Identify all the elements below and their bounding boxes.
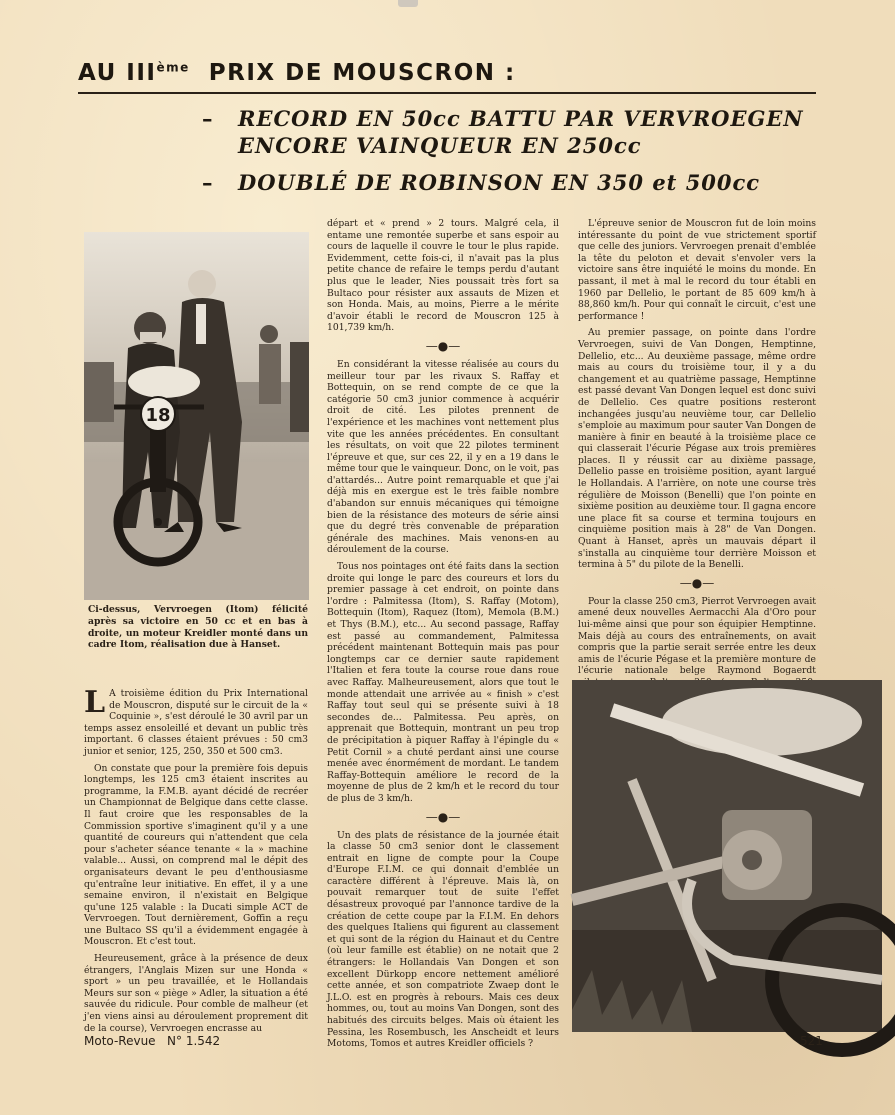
col3-paragraph-2: Au premier passage, on pointe dans l'ordre Vervroegen, suivi de Van Dongen, Hemptinne, Dellelio, etc... Au deuxième passage, même ordre mais au cours du troisième tour, il y a du changement et au quatrième passage, Hemptinne est passé devant Van Dongen lequel est donc suivi de Dellelio. Ces quatre positions resteront inchangées jusqu'au neuvième tour, car Dellelio s'emploie au maximum pour sauter Van Dongen de manière à finir en beauté à la troisième place ce qui classerait l'écurie Pégase aux trois premières places. Il y réussit car au dixième passage, Dellelio passe en troisième position, ayant largué le Hollandais. A l'arrière, on note une course très régulière de Moisson (Benelli) que l'on pointe en sixième position au deuxième tour. Il gagna encore une place fit sa course et termina toujours en cinquième position mais à 28" de Van Dongen. Quant à Hanset, après un mauvais départ il s'installa au cinquième tour derrière Moisson et termina à 5" du pilote de la Benelli. [578,327,816,571]
col2-paragraph-3: Tous nos pointages ont été faits dans la section droite qui longe le parc des coureurs et lors du premier passage à cet endroit, on pointe dans l'ordre : Palmitessa (Itom), S. Raffay (Motom), Bottequin (Itom), Raquez (Itom), Memola (B.M.) et Thys (B.M.), etc... Au second passage, Raffay est passé au commandement, Palmitessa précédent maintenant Bottequin mais pas pour longtemps car ce dernier saute rapidement l'Italien et fera toute la course roue dans roue avec Raffay. Malheureusement, alors que tout le monde attendait une arrivée au « finish » c'est Raffay tout seul qui se présente suivi à 18 secondes de... Palmitessa. Peu après, on apprenait que Bottequin, montrant un peu trop de précipitation à piquer Raffay à l'épingle du « Petit Cornil » a chuté perdant ainsi une course menée avec énormément de mordant. Le tandem Raffay-Bottequin améliore le record de la moyenne de plus de 2 km/h et le record du tour de plus de 3 km/h. [327,561,559,804]
photo-caption [88,604,308,651]
headline-prefix: AU III [78,60,157,86]
binder-tab [398,0,418,7]
subhead-1 [202,106,804,131]
section-separator: —●— [679,575,715,590]
article-column-3 [578,218,816,680]
col1-paragraph-1 [84,685,308,758]
plate-number: 18 [145,405,171,426]
article-column-1 [84,685,308,1034]
dropcap: L [84,685,106,720]
subhead-2-text: ENCORE VAINQUEUR EN 250cc [238,133,642,158]
col2-paragraph-4: Un des plats de résistance de la journée était la classe 50 cm3 senior dont le classement entrait en ligne de compte pour la Coupe d'Europe F.I.M. ce qui donnait d'emblée un caractère différent à l'épreuve. Mais là, on pouvait remarquer tout de suite l'effet désastreux provoqué par l'annonce tardive de la création de cette coupe par la F.I.M. En dehors des quelques Italiens qui figurent au classement et qui sont de la région du Hainaut et du Centre (où leur famille est établie) on ne notait que 2 étrangers: le Hollandais Van Dongen et son excellent Dürkopp encore nettement amélioré cette année, et son compatriote Zwaep dont le J.L.O. est en progrès à rebours. Mais ces deux hommes, ou, tout au moins Van Dongen, sont des habitués des circuits belges. Mais où étaient les Pessina, les Rosembusch, les Anscheidt et leurs Motoms, Tomos et autres Kreidler officiels ? [327,829,559,1050]
subhead-dash: – [202,106,214,131]
headline-rule [78,92,816,94]
subhead-dash: – [202,170,214,195]
subhead-3-text: DOUBLÉ DE ROBINSON EN 350 et 500cc [238,170,761,195]
section-separator: —●— [425,809,461,824]
col3-paragraph-1: L'épreuve senior de Mouscron fut de loin moins intéressante du point de vue strictement sportif que celle des juniors. Vervroegen prenait d'emblée la tête du peloton et devait s'envoler vers la victoire sans être inquiété le moins du monde. En passant, il met à mal le record du tour établi en 1960 par Dellelio, le portant de 85 609 km/h à 88,860 km/h. Pour qui connaît le circuit, c'est une performance ! [578,218,816,322]
article-column-2 [327,218,559,1050]
subhead-1-text: RECORD EN 50cc BATTU PAR VERVROEGEN [238,106,804,131]
col1-paragraph-2: On constate que pour la première fois depuis longtemps, les 125 cm3 étaient inscrites au programme, la F.M.B. ayant décidé de recréer un Championnat de Belgique dans cette classe. Il faut croire que les responsables de la Commission sportive s'imaginent qu'il y a une quantité de coureurs qui n'attendent que cela pour s'acheter séance tenante « la » machine valable... Aussi, on comprend mal le dépit des organisateurs devant le peu d'enthousiasme qu'entraîne leur initiative. En effet, il y a une semaine environ, il n'existait en Belgique qu'une 125 valable : la Ducati simple ACT de Vervroegen. Tout dernièrement, Goffin a reçu une Bultaco SS qu'il a évidemment engagée à Mouscron. Et c'est tout. [84,762,308,948]
issue-number: N° 1.542 [167,1034,221,1048]
section-separator: —●— [425,338,461,353]
photo-vervroegen-victory-illustration [84,232,309,600]
magazine-name: Moto-Revue [84,1034,156,1048]
photo-kreidler-engine-illustration [572,680,882,1032]
caption-text: Ci-dessus, Vervroegen (Itom) félicité après sa victoire en 50 cc et en bas à droite, un moteur Kreidler monté dans un cadre Itom, réalisation due à Hanset. [88,604,308,651]
col1-paragraph-1-text: A troisième édition du Prix International de Mouscron, disputé sur le circuit de la « Coquinie », s'est déroulé le 30 avril par un temps assez ensoleillé et devant un public très important. 6 classes étaient prévues : 50 cm3 junior et senior, 125, 250, 350 et 500 cm3. [84,688,308,757]
col2-paragraph-1: départ et « prend » 2 tours. Malgré cela, il entame une remontée superbe et sans espoir au cours de laquelle il couvre le tour le plus rapide. Evidemment, cette fois-ci, il n'avait pas la plus petite chance de refaire le temps perdu d'autant plus que le leader, Nies poussait très fort sa Bultaco pour résister aux assauts de Mizen et son Honda. Mais, au moins, Pierre a le mérite d'avoir établi le record de Mouscron 125 à 101,739 km/h. [327,218,559,334]
col3-paragraph-3: Pour la classe 250 cm3, Pierrot Vervroegen avait amené deux nouvelles Aermacchi Ala d'Oro pour lui-même ainsi que pour son équipier Hemptinne. Mais déjà au cours des entraînements, on avait compris que la partie serait serrée entre les deux amis de l'écurie Pégase et la première monture de l'écurie nationale belge Raymond Bogaerdt [578,595,816,677]
headline [78,60,516,86]
page-number: 521 [800,1034,823,1048]
magazine-footer [84,1034,220,1048]
headline-rest: PRIX DE MOUSCRON : [208,60,516,86]
photo-kreidler-engine [572,680,882,1032]
subhead-3 [202,170,761,195]
col2-paragraph-2: En considérant la vitesse réalisée au cours du meilleur tour par les rivaux S. Raffay et Bottequin, on se rend compte de ce que la catégorie 50 cm3 junior commence à acquérir droit de cité. Les pilotes prennent de l'expérience et les machines vont nettement plus vite que les années précédentes. En consultant les résultats, on voit que 22 pilotes terminent l'épreuve et que, sur ces 22, il y en a 19 dans le même tour que le vainqueur. Donc, on le voit, pas d'attardés... Autre point remarquable et que j'ai déjà mis en exergue est le très faible nombre d'abandon sur ennuis mécaniques qui témoigne bien de la résistance des moteurs de série ainsi que du degré très convenable de préparation générale des machines. Mais venons-en au déroulement de la course. [327,358,559,556]
photo-vervroegen-victory [84,232,309,600]
subhead-2 [238,133,642,158]
col1-paragraph-3: Heureusement, grâce à la présence de deux étrangers, l'Anglais Mizen sur une Honda « sport » un peu travaillée, et le Hollandais Meurs sur son « piège » Adler, la situation a été sauvée du ridicule. Pour comble de malheur (et j'en viens ainsi au déroulement proprement dit de la course), Vervroegen encrasse au [84,953,308,1034]
headline-ordinal: ème [156,60,190,75]
